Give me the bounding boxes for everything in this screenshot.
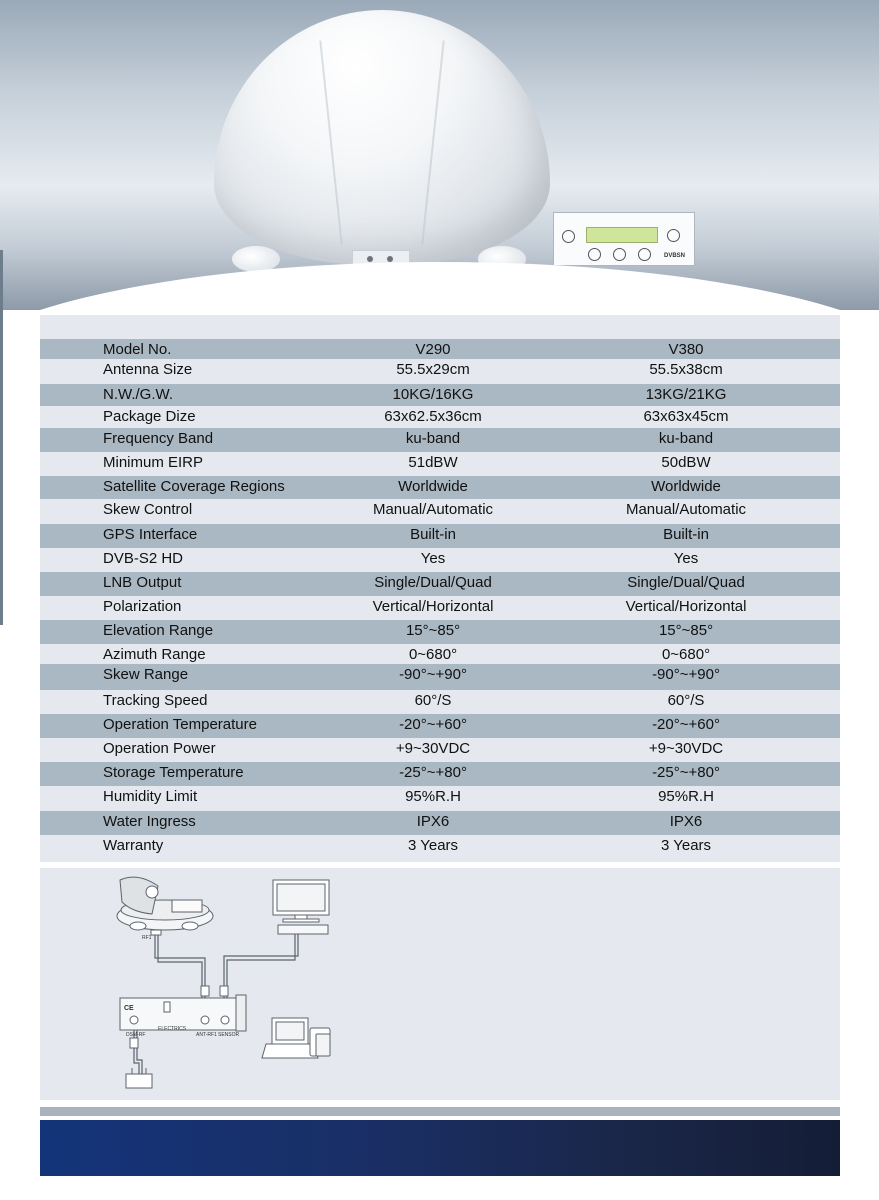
row-v290-value: 63x62.5x36cm [384, 408, 482, 425]
row-label: Package Dize [103, 408, 196, 425]
row-v290-value: ku-band [405, 430, 461, 447]
port-label: ANT-RF1 [196, 1032, 217, 1038]
row-v290-value: -90°~+90° [399, 666, 467, 683]
table-row [40, 476, 840, 499]
table-row [40, 786, 840, 811]
table-row [40, 359, 840, 384]
row-v380-value: Yes [673, 550, 699, 567]
table-row [40, 499, 840, 524]
connection-diagram-svg [40, 868, 840, 1100]
row-label: GPS Interface [103, 526, 198, 543]
row-v290-value: Single/Dual/Quad [374, 574, 492, 591]
row-v290-value: IPX6 [416, 813, 450, 830]
table-row [40, 835, 840, 859]
controller-brand: DVBSN [664, 253, 686, 259]
rf-label: RF1 [142, 935, 152, 941]
row-label: Frequency Band [103, 430, 214, 447]
receiver-box-icon [278, 925, 328, 934]
ce-mark: CE [124, 1005, 134, 1012]
row-v290-value: 15°~85° [405, 622, 461, 639]
table-row [40, 811, 840, 835]
antenna-dome-image [210, 10, 555, 272]
row-v380-value: Single/Dual/Quad [627, 574, 745, 591]
connection-diagram [40, 868, 840, 1100]
row-v290-value: Built-in [410, 526, 456, 543]
row-v380-value: 95%R.H [658, 788, 714, 805]
table-row [40, 762, 840, 786]
row-v290-value: Yes [420, 550, 446, 567]
row-v380-value: 55.5x38cm [649, 361, 723, 378]
row-label: Warranty [103, 837, 164, 854]
row-label: Water Ingress [103, 813, 196, 830]
row-v380-value: 15°~85° [658, 622, 714, 639]
row-v290-value: Worldwide [398, 478, 468, 495]
row-v290-value: Manual/Automatic [372, 501, 494, 518]
row-v290-value: -25°~+80° [399, 764, 467, 781]
row-v380-value: +9~30VDC [648, 740, 724, 757]
row-v290-value: Vertical/Horizontal [372, 598, 494, 615]
table-row [40, 406, 840, 428]
row-v290-value: 51dBW [408, 454, 458, 471]
row-label: DVB-S2 HD [103, 550, 184, 567]
table-row [40, 428, 840, 452]
table-row [40, 452, 840, 476]
row-label: Operation Temperature [103, 716, 257, 733]
table-row [40, 572, 840, 596]
controller-unit-image [553, 212, 695, 266]
row-v380-value: 60°/S [667, 692, 705, 709]
row-v290-value: 10KG/16KG [392, 386, 474, 403]
table-row [40, 714, 840, 738]
row-v380-value: 0~680° [661, 646, 711, 663]
row-v290-value: 60°/S [414, 692, 452, 709]
circle-button-icon [588, 248, 601, 261]
spec-table [40, 315, 840, 862]
row-label: Polarization [103, 598, 182, 615]
footer-banner [40, 1120, 840, 1176]
row-label: Skew Control [103, 501, 193, 518]
circle-button-icon [667, 229, 680, 242]
row-v290-value: 95%R.H [405, 788, 461, 805]
row-label: Operation Power [103, 740, 216, 757]
controller-display [586, 227, 658, 243]
table-row [40, 690, 840, 714]
hero-curve [0, 262, 879, 310]
row-v380-value: 50dBW [661, 454, 711, 471]
table-row [40, 524, 840, 548]
product-hero [0, 0, 879, 310]
row-v380-value: ku-band [658, 430, 714, 447]
row-label: Humidity Limit [103, 788, 198, 805]
dome-body [214, 10, 550, 265]
row-v290-value: 3 Years [407, 837, 459, 854]
row-label: Skew Range [103, 666, 189, 683]
row-label: LNB Output [103, 574, 182, 591]
row-v380-value: Vertical/Horizontal [625, 598, 747, 615]
row-label: Elevation Range [103, 622, 214, 639]
row-v380-value: -25°~+80° [652, 764, 720, 781]
row-label: Storage Temperature [103, 764, 244, 781]
row-v380-value: Worldwide [651, 478, 721, 495]
header-label: Model No. [103, 341, 172, 358]
table-header-row [40, 339, 840, 359]
row-label: Satellite Coverage Regions [103, 478, 285, 495]
footer-divider [40, 1107, 840, 1116]
row-label: N.W./G.W. [103, 386, 173, 403]
row-v380-value: 3 Years [660, 837, 712, 854]
row-label: Tracking Speed [103, 692, 208, 709]
table-row [40, 644, 840, 664]
circle-button-icon [638, 248, 651, 261]
table-row [40, 620, 840, 644]
table-row [40, 664, 840, 690]
header-v380: V380 [668, 341, 704, 358]
header-v290: V290 [415, 341, 451, 358]
row-v380-value: IPX6 [669, 813, 703, 830]
row-v290-value: -20°~+60° [399, 716, 467, 733]
circle-button-icon [613, 248, 626, 261]
table-row [40, 384, 840, 406]
row-v290-value: 55.5x29cm [396, 361, 470, 378]
row-label: Minimum EIRP [103, 454, 204, 471]
row-v380-value: 63x63x45cm [643, 408, 729, 425]
row-label: Antenna Size [103, 361, 193, 378]
phone-icon [310, 1028, 330, 1056]
row-v290-value: 0~680° [408, 646, 458, 663]
row-v290-value: +9~30VDC [395, 740, 471, 757]
row-v380-value: Built-in [663, 526, 709, 543]
port-label: ELECTRICS [158, 1026, 187, 1032]
table-row [40, 596, 840, 620]
row-v380-value: -90°~+90° [652, 666, 720, 683]
row-v380-value: 13KG/21KG [645, 386, 727, 403]
table-row [40, 548, 840, 572]
power-button-icon [562, 230, 575, 243]
port-label: DSM-RF [126, 1032, 146, 1038]
port-label: SENSOR [218, 1032, 240, 1038]
left-edge-bar [0, 250, 3, 625]
row-v380-value: -20°~+60° [652, 716, 720, 733]
table-row [40, 738, 840, 762]
row-v380-value: Manual/Automatic [625, 501, 747, 518]
row-label: Azimuth Range [103, 646, 206, 663]
antenna-drawing-icon [117, 877, 213, 930]
tv-monitor-icon [273, 880, 329, 922]
